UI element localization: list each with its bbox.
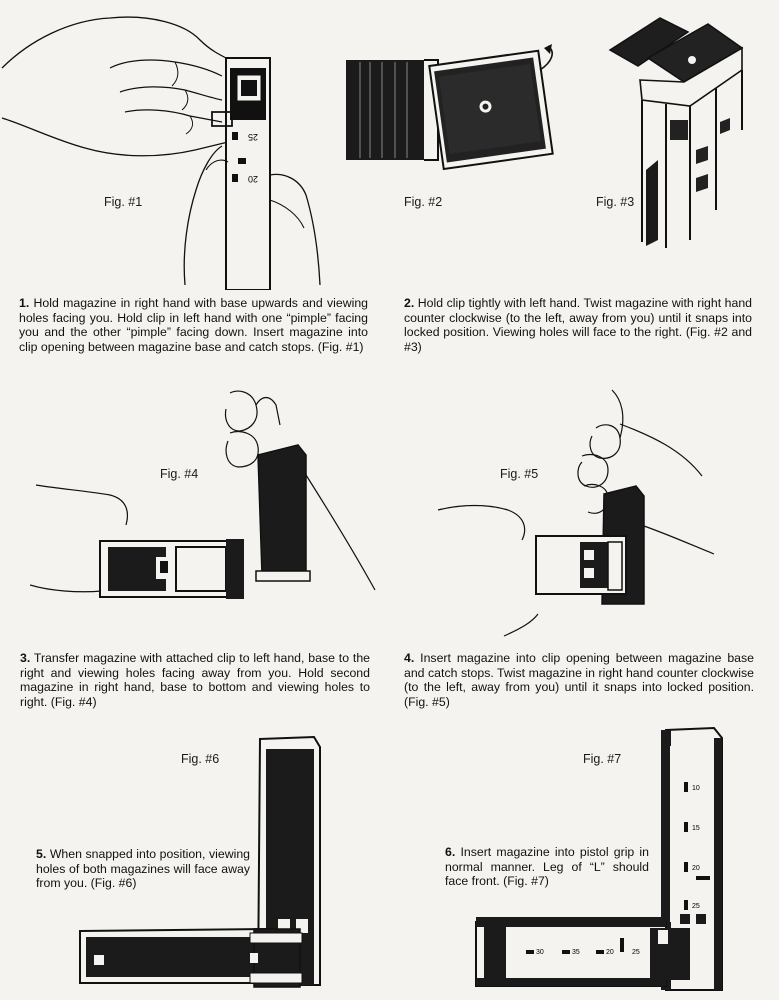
step-1-number: 1. — [19, 296, 30, 310]
fig7-mark-20: 20 — [692, 865, 700, 872]
step-1-body: Hold magazine in right hand with base upwards and viewing holes facing you. Hold clip in left hand with one “pimple” facing you and the other “pimple” facing down. Insert magazine into clip opening between magazine base and catch stops. (Fig. #1) — [19, 296, 368, 354]
fig6-caption: Fig. #6 — [181, 752, 220, 766]
step-6-text — [445, 845, 649, 889]
step-2-body: Hold clip tightly with left hand. Twist magazine with right hand counter clockwise (to the left, away from you) until it snaps into locked position. Viewing holes will face to the right. (Fig. #2 and #3) — [404, 296, 753, 354]
step-3-text — [20, 651, 370, 709]
fig4-caption: Fig. #4 — [160, 467, 199, 481]
fig7-mark-30: 30 — [536, 949, 544, 956]
fig3-caption: Fig. #3 — [596, 195, 635, 209]
step-6-body: Insert magazine into pistol grip in normal manner. Leg of “L” should face front. (Fig. #7) — [445, 845, 650, 889]
step-3-body: Transfer magazine with attached clip to left hand, base to the right and viewing holes facing away from you. Hold second magazine in right hand, base to bottom and viewing holes to right. (Fig. #4) — [20, 651, 370, 709]
step-6-number: 6. — [445, 845, 456, 859]
figure-3-illustration — [600, 10, 750, 250]
fig7-mark-15: 15 — [692, 825, 700, 832]
figure-2-illustration — [340, 40, 570, 180]
step-4-text — [404, 651, 754, 709]
figure-5-illustration — [432, 386, 752, 646]
fig7-caption: Fig. #7 — [583, 752, 622, 766]
fig7-mark-10: 10 — [692, 785, 700, 792]
step-5-body: When snapped into position, viewing holes of both magazines will face away from you. (Fig. #6) — [36, 847, 250, 891]
fig2-caption: Fig. #2 — [404, 195, 443, 209]
fig1-mark-20: 20 — [247, 174, 258, 184]
step-4-number: 4. — [404, 651, 415, 665]
fig1-caption: Fig. #1 — [104, 195, 143, 209]
fig7-mark-25: 25 — [692, 903, 700, 910]
step-4-body: Insert magazine into clip opening between magazine base and catch stops. Twist magazine in right hand counter clockwise (to the left, away from you) until it snaps into locked position. (Fig. #5) — [404, 651, 755, 709]
step-3-number: 3. — [20, 651, 31, 665]
fig5-caption: Fig. #5 — [500, 467, 539, 481]
fig7-mark-35: 35 — [572, 949, 580, 956]
figure-1-illustration — [0, 0, 330, 290]
step-5-text — [36, 847, 250, 891]
step-1-text — [19, 296, 368, 354]
step-5-number: 5. — [36, 847, 47, 861]
step-2-number: 2. — [404, 296, 415, 310]
fig7-mark-h20: 20 — [606, 949, 614, 956]
fig1-mark-25: 25 — [247, 132, 258, 142]
figure-4-illustration — [30, 385, 380, 625]
step-2-text — [404, 296, 752, 354]
fig7-mark-h25: 25 — [632, 949, 640, 956]
